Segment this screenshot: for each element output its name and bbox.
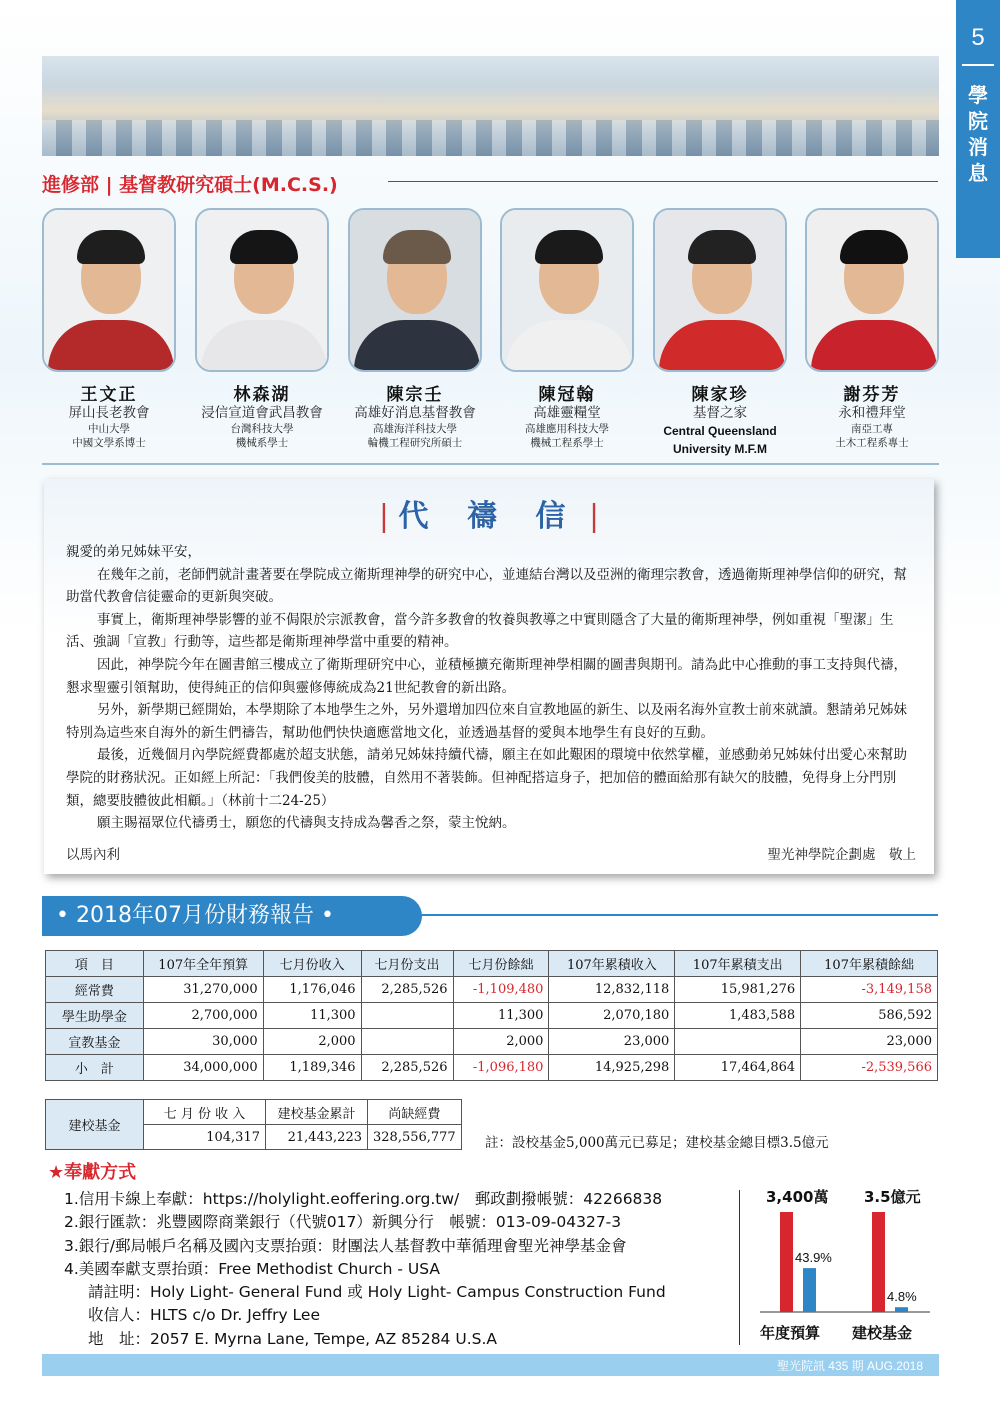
progress-bar: [803, 1268, 816, 1312]
table-cell: [361, 1029, 453, 1055]
graduate-name: 陳家珍: [691, 385, 749, 405]
table-cell: 2,285,526: [361, 1055, 453, 1081]
giving-subline: 請註明：Holy Light- General Fund 或 Holy Light- Campus Construction Fund: [88, 1283, 666, 1302]
graduate-education: 南亞工專: [851, 423, 893, 435]
fund-header: 七 月 份 收 入: [144, 1100, 266, 1125]
giving-line: 2.銀行匯款：兆豐國際商業銀行（代號017）新興分行 帳號：013-09-04327-3: [64, 1213, 622, 1232]
target-bar: [780, 1212, 793, 1312]
portrait-photo: [653, 208, 787, 372]
giving-divider: [739, 1190, 740, 1345]
table-cell: 1,189,346: [263, 1055, 361, 1081]
fund-value: 328,556,777: [368, 1125, 462, 1150]
giving-subline: 收信人：HLTS c/o Dr. Jeffry Lee: [88, 1306, 320, 1325]
graduate-church: 浸信宣道會武昌教會: [201, 405, 323, 421]
finance-column-header: 107年累積支出: [675, 951, 801, 977]
chart-target-label: 3,400萬: [766, 1188, 829, 1206]
finance-column-header: 七月份支出: [361, 951, 453, 977]
page-number: 5: [971, 24, 985, 51]
graduate-name: 陳宗壬: [386, 385, 444, 405]
side-tab-divider: [962, 64, 994, 66]
graduate-education: University M.F.M: [672, 442, 768, 456]
giving-line: 3.銀行/郵局帳戶名稱及國內支票抬頭：財團法人基督教中華循理會聖光神學基金會: [64, 1236, 627, 1255]
table-cell: -1,096,180: [453, 1055, 549, 1081]
finance-report-rule: [420, 914, 938, 916]
graduate-name: 林森湖: [233, 385, 291, 405]
table-cell: 586,592: [801, 1003, 938, 1029]
graduate-church: 高雄靈糧堂: [533, 405, 601, 421]
graduate-name: 陳冠翰: [538, 385, 596, 405]
graduate-education: 高雄海洋科技大學: [373, 423, 457, 435]
graduate-name: 王文正: [80, 385, 138, 405]
fund-value: 21,443,223: [266, 1125, 368, 1150]
table-row: [46, 1003, 938, 1029]
letter-paragraph: 願主賜福眾位代禱勇士，願您的代禱與支持成為馨香之祭，蒙主悅納。: [97, 815, 516, 832]
fund-header: 建校基金累計: [266, 1100, 368, 1125]
finance-column-header: 七月份收入: [263, 951, 361, 977]
fund-value: 104,317: [144, 1125, 266, 1150]
progress-bar: [895, 1307, 908, 1312]
graduate-church: 高雄好消息基督教會: [354, 405, 476, 421]
side-tab-label: 學 院 消 息: [968, 83, 988, 185]
gallery-divider: [42, 463, 939, 465]
table-cell: [675, 1029, 801, 1055]
section-title: 進修部 | 基督教研究碩士(M.C.S.): [42, 174, 338, 196]
graduate-education: 機械工程系學士: [530, 437, 604, 449]
giving-title: ★奉獻方式: [48, 1162, 137, 1183]
table-cell: 14,925,298: [549, 1055, 675, 1081]
portrait-photo: [500, 208, 634, 372]
table-row: [46, 1029, 938, 1055]
giving-subline: 地 址：2057 E. Myrna Lane, Tempe, AZ 85284 U.S.A: [88, 1329, 497, 1348]
table-row: [46, 977, 938, 1003]
table-cell: 2,285,526: [361, 977, 453, 1003]
graduate-church: 基督之家: [693, 405, 747, 421]
table-cell: 23,000: [801, 1029, 938, 1055]
letter-title: | 代 禱 信 |: [378, 499, 600, 534]
graduate-card: [803, 208, 941, 450]
table-cell: 2,070,180: [549, 1003, 675, 1029]
graduate-education: 土木工程系專士: [835, 437, 909, 449]
fund-progress-chart: [760, 1180, 940, 1350]
graduate-card: [193, 208, 331, 450]
finance-column-header: 項 目: [46, 951, 144, 977]
table-cell: 2,000: [263, 1029, 361, 1055]
finance-table-header: [46, 951, 938, 977]
table-cell: 2,000: [453, 1029, 549, 1055]
portrait-photo: [348, 208, 482, 372]
row-label: 小 計: [46, 1055, 144, 1081]
finance-column-header: 107年累積收入: [549, 951, 675, 977]
table-cell: 11,300: [453, 1003, 549, 1029]
giving-line: 4.美國奉獻支票抬頭：Free Methodist Church - USA: [64, 1259, 440, 1278]
table-cell: 11,300: [263, 1003, 361, 1029]
table-cell: 1,483,588: [675, 1003, 801, 1029]
building-fund-table: [45, 1099, 462, 1150]
finance-report-title: • 2018年07月份財務報告 •: [42, 896, 422, 936]
graduate-card: [651, 208, 789, 458]
row-label: 學生助學金: [46, 1003, 144, 1029]
table-row: [46, 1055, 938, 1081]
graduate-card: [346, 208, 484, 450]
table-cell: 1,176,046: [263, 977, 361, 1003]
table-cell: 31,270,000: [143, 977, 263, 1003]
footer-bar: [42, 1354, 939, 1376]
letter-body: [66, 541, 916, 835]
chart-data-label: 43.9%: [795, 1250, 832, 1266]
table-cell: 2,700,000: [143, 1003, 263, 1029]
graduate-education: Central Queensland: [663, 424, 777, 438]
letter-paragraph: 在幾年之前，老師們就計畫著要在學院成立衛斯理神學的研究中心，並連結台灣以及亞洲的衛理宗教會，透過衛斯理神學信仰的研究，幫助當代教會信徒靈命的更新與突破。: [66, 566, 908, 606]
fund-header: 尚缺經費: [368, 1100, 462, 1125]
chart-category-label: 年度預算: [760, 1324, 821, 1342]
prayer-letter: [44, 479, 934, 874]
portrait-photo: [195, 208, 329, 372]
table-cell: -2,539,566: [801, 1055, 938, 1081]
fund-label: 建校基金: [46, 1100, 144, 1150]
closing-signature: 聖光神學院企劃處 敬上: [767, 847, 916, 863]
table-cell: 12,832,118: [549, 977, 675, 1003]
section-divider: [388, 181, 938, 182]
portrait-photo: [42, 208, 176, 372]
finance-column-header: 七月份餘絀: [453, 951, 549, 977]
letter-paragraph: 最後，近幾個月內學院經費都處於超支狀態，請弟兄姊妹持續代禱，願主在如此艱困的環境中依然掌權，並感動弟兄姊妹付出愛心來幫助學院的財務狀況。正如經上所記：「我們俊美的肢體，自然用不著裝飾。但神配搭這身子，把加倍的體面給那有缺欠的肢體，免得身上分門別類，總要肢體彼此相顧。」（林前十二24-25）: [66, 747, 908, 809]
closing-left: 以馬內利: [66, 847, 120, 863]
chart-target-label: 3.5億元: [864, 1188, 921, 1206]
graduate-card: [40, 208, 178, 450]
graduate-church: 永和禮拜堂: [838, 405, 906, 421]
table-cell: 17,464,864: [675, 1055, 801, 1081]
row-label: 宣教基金: [46, 1029, 144, 1055]
footer-issue: 聖光院訊 435 期 AUG.2018: [776, 1359, 923, 1373]
table-cell: 23,000: [549, 1029, 675, 1055]
graduate-name: 謝芬芳: [843, 385, 901, 405]
graduate-education: 高雄應用科技大學: [525, 423, 609, 435]
letter-paragraph: 因此，神學院今年在圖書館三樓成立了衛斯理研究中心，並積極擴充衛斯理神學相關的圖書與期刊。請為此中心推動的事工支持與代禱，懇求聖靈引領幫助，使得純正的信仰與靈修傳統成為21世紀教會的新出路。: [66, 656, 908, 696]
chart-category-label: 建校基金: [852, 1324, 913, 1342]
finance-table: [45, 950, 938, 1081]
graduate-education: 機械系學士: [235, 437, 289, 449]
graduate-education: 中國文學系博士: [72, 437, 146, 449]
letter-closing: [66, 843, 916, 863]
table-cell: [361, 1003, 453, 1029]
graduate-education: 輪機工程研究所碩士: [367, 437, 463, 449]
target-bar: [872, 1212, 885, 1312]
giving-line: 1.信用卡線上奉獻：https://holylight.eoffering.org.tw/ 郵政劃撥帳號：42266838: [64, 1190, 663, 1208]
section-side-tab: [956, 0, 1000, 258]
chart-data-label: 4.8%: [887, 1289, 917, 1305]
giving-methods: [64, 1188, 744, 1351]
fund-note: 註：設校基金5,000萬元已募足；建校基金總目標3.5億元: [485, 1135, 829, 1151]
table-cell: 15,981,276: [675, 977, 801, 1003]
portrait-photo: [805, 208, 939, 372]
table-cell: 34,000,000: [143, 1055, 263, 1081]
letter-paragraph: 事實上，衛斯理神學影響的並不侷限於宗派教會，當今許多教會的牧養與教導之中實則隱含了大量的衛斯理神學，例如重視「聖潔」生活、強調「宣教」行動等，這些都是衛斯理神學當中重要的精神。: [66, 611, 894, 651]
sea-banner-image: [42, 56, 939, 156]
table-cell: -3,149,158: [801, 977, 938, 1003]
letter-greeting: 親愛的弟兄姊妹平安，: [66, 544, 201, 560]
graduate-education: 中山大學: [88, 423, 130, 435]
finance-column-header: 107年全年預算: [143, 951, 263, 977]
graduate-card: [498, 208, 636, 450]
finance-column-header: 107年累積餘絀: [801, 951, 938, 977]
table-cell: 30,000: [143, 1029, 263, 1055]
graduate-education: 台灣科技大學: [230, 423, 294, 435]
table-cell: -1,109,480: [453, 977, 549, 1003]
letter-paragraph: 另外，新學期已經開始，本學期除了本地學生之外，另外還增加四位來自宣教地區的新生、以及兩名海外宣教士前來就讀。懇請弟兄姊妹特別為這些來自海外的新生們禱告，幫助他們快快適應當地文化，並透過基督的愛與本地學生有良好的互動。: [66, 702, 908, 741]
graduate-church: 屏山長老教會: [68, 405, 150, 421]
row-label: 經常費: [46, 977, 144, 1003]
